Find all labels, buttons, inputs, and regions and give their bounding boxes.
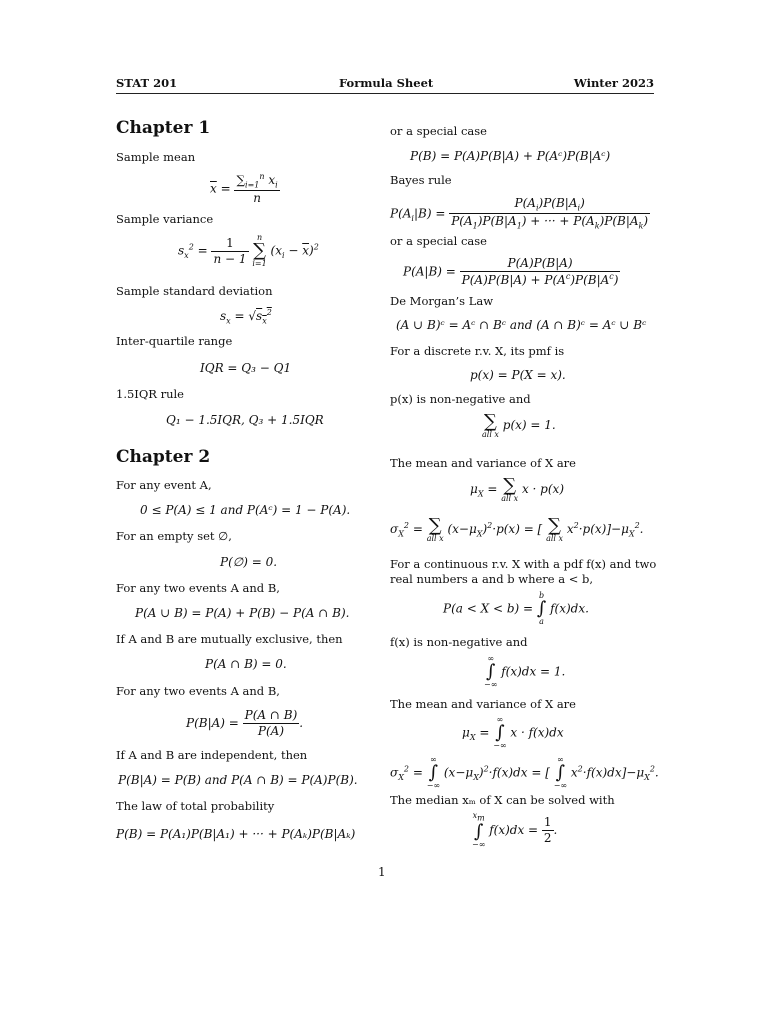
- mutually-exclusive-label: If A and B are mutually exclusive, then: [116, 632, 343, 646]
- de-morgan-formula: (A ∪ B)ᶜ = Aᶜ ∩ Bᶜ and (A ∩ B)ᶜ = Aᶜ ∪ Bᶜ: [396, 318, 647, 332]
- median-label: The median xₘ of X can be solved with: [390, 793, 615, 807]
- independent-label: If A and B are independent, then: [116, 748, 308, 762]
- discrete-variance-formula: $\sigma_X^2$ = ∑ all x $(x-\mu_X)^2\cdot p(x)$ = [ ∑ all x $x^2\cdot p(x)]-\mu_X^2$.: [390, 515, 644, 543]
- total-probability-special-formula: P(B) = P(A)P(B|A) + P(Aᶜ)P(B|Aᶜ): [410, 149, 611, 163]
- page-header: [116, 76, 654, 92]
- continuous-rv-label-2: real numbers a and b where a < b,: [390, 572, 594, 586]
- mean-variance-label-2: The mean and variance of X are: [390, 697, 576, 711]
- conditional-probability-formula: P(B|A) = $\frac{P(A \cap B)}{P(A)}$ .: [186, 708, 304, 738]
- empty-set-formula: P(∅) = 0.: [220, 555, 278, 569]
- special-case-label-2: or a special case: [390, 234, 487, 248]
- pmf-formula: p(x) = P(X = x).: [470, 368, 566, 382]
- independence-formula: P(B|A) = P(B) and P(A ∩ B) = P(A)P(B).: [118, 773, 358, 787]
- special-case-label-1: or a special case: [390, 124, 487, 138]
- chapter-1-heading: Chapter 1: [116, 118, 211, 138]
- empty-set-label: For an empty set ∅,: [116, 529, 232, 543]
- iqr-rule-formula: Q₁ − 1.5IQR, Q₃ + 1.5IQR: [166, 413, 324, 427]
- discrete-mean-formula: $\mu_X$ = ∑ all x x · p(x): [470, 475, 564, 503]
- two-events-label-2: For any two events A and B,: [116, 684, 280, 698]
- chapter-2-heading: Chapter 2: [116, 447, 211, 467]
- total-probability-formula: P(B) = P(A₁)P(B|A₁) + ··· + P(Aₖ)P(B|Aₖ): [116, 827, 356, 841]
- iqr-rule-label: 1.5IQR rule: [116, 387, 184, 401]
- bayes-special-formula: P(A|B) = $\frac{P(A)P(B|A)}{P(A)P(B|A) + P(A^c)P(B|A^c)}$: [403, 256, 619, 287]
- continuous-rv-label-1: For a continuous r.v. X with a pdf f(x) and two: [390, 557, 657, 571]
- page-number: 1: [378, 865, 386, 879]
- pdf-integral-formula: ∞ ∫ −∞ f(x)dx = 1.: [484, 654, 566, 689]
- sample-variance-label: Sample variance: [116, 212, 214, 226]
- sample-sd-label: Sample standard deviation: [116, 284, 273, 298]
- mutually-exclusive-formula: P(A ∩ B) = 0.: [205, 657, 287, 671]
- pmf-sum-formula: ∑ all x p(x) = 1.: [482, 411, 556, 439]
- discrete-rv-label: For a discrete r.v. X, its pmf is: [390, 344, 565, 358]
- sample-mean-formula: $\overline{x}$ = $\frac{\sum_{i=1}^n x_i}{n}$: [210, 172, 278, 206]
- sample-variance-formula: $s_x^2$ = $\frac{1}{n - 1}$ n ∑ i=1 $(x_i - \overline{x})^2$: [178, 233, 319, 268]
- header-rule: [116, 93, 654, 94]
- continuous-variance-formula: $\sigma_X^2$ = ∞ ∫ −∞ $(x-\mu_X)^2\cdot f(x)dx$ = [ ∞ ∫ −∞ $x^2\cdot f(x)dx]-\mu_X^2$.: [390, 755, 659, 790]
- any-event-label: For any event A,: [116, 478, 212, 492]
- total-probability-label: The law of total probability: [116, 799, 275, 813]
- median-formula: $x_m$ ∫ −∞ f(x)dx = $\frac{1}{2}$ .: [472, 811, 558, 849]
- course-code: STAT 201: [116, 76, 178, 90]
- interval-probability-formula: P(a < X < b) = b ∫ a f(x)dx.: [443, 591, 589, 626]
- iqr-formula: IQR = Q₃ − Q1: [200, 361, 292, 375]
- union-formula: P(A ∪ B) = P(A) + P(B) − P(A ∩ B).: [135, 606, 350, 620]
- bayes-rule-label: Bayes rule: [390, 173, 452, 187]
- probability-bounds-formula: 0 ≤ P(A) ≤ 1 and P(Aᶜ) = 1 − P(A).: [140, 503, 351, 517]
- pmf-nonnegative-label: p(x) is non-negative and: [390, 392, 531, 406]
- mean-variance-label-1: The mean and variance of X are: [390, 456, 576, 470]
- continuous-mean-formula: $\mu_X$ = ∞ ∫ −∞ x · f(x)dx: [462, 715, 564, 750]
- term: Winter 2023: [573, 76, 654, 90]
- sheet-title: Formula Sheet: [339, 76, 434, 90]
- pdf-nonnegative-label: f(x) is non-negative and: [390, 635, 528, 649]
- iqr-label: Inter-quartile range: [116, 334, 233, 348]
- two-events-label: For any two events A and B,: [116, 581, 280, 595]
- de-morgan-label: De Morgan’s Law: [390, 294, 494, 308]
- sample-sd-formula: $s_x = √s_x^2$: [220, 308, 272, 326]
- bayes-rule-formula: $P(A_i|B)$ = $\frac{P(A_i)P(B|A_i)}{P(A_1)P(B|A_1) + \cdot\cdot\cdot + P(A_k)P(B|A_k)}$: [390, 196, 649, 231]
- sample-mean-label: Sample mean: [116, 150, 196, 164]
